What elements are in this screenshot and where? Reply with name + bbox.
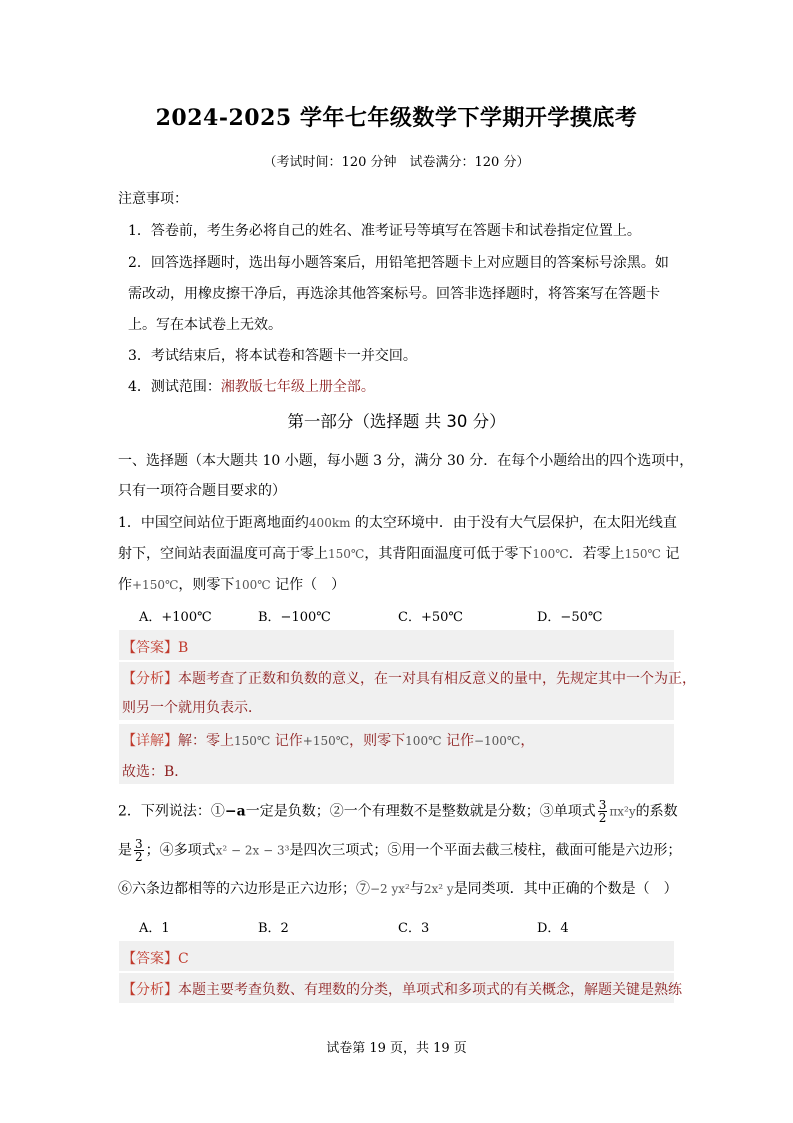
q2-option-c: C．3 [398, 921, 430, 936]
q2-math: 2x² y [423, 882, 454, 896]
q1-analysis-line-2: 则另一个就用负表示． [122, 700, 262, 716]
fraction-denominator: 2 [135, 850, 143, 864]
analysis-label: 【分析】 [122, 671, 178, 687]
fraction-numerator: 3 [135, 837, 143, 851]
q2-text: 的系数 [635, 803, 678, 820]
q1-analysis-line-1 [122, 668, 696, 688]
q1-text: 作 [118, 577, 132, 593]
q2-line-1 [118, 799, 678, 824]
q1-math: 400km [308, 516, 351, 530]
q1-option-c: C．+50℃ [398, 610, 463, 625]
q1-math: +150℃ [132, 578, 179, 592]
q2-math: −a [224, 803, 246, 820]
q2-math: x² − 2x − 3³ [215, 843, 290, 858]
note-item-2-line-2: 需改动，用橡皮擦干净后，再选涂其他答案标号。回答非选择题时，将答案写在答题卡 [128, 286, 660, 302]
q1-option-d: D．−50℃ [537, 610, 603, 625]
analysis-label: 【分析】 [122, 982, 178, 998]
exam-info: （考试时间：120 分钟 试卷满分：120 分） [263, 155, 530, 170]
q1-math: 100℃ [532, 547, 569, 561]
q1-line-1 [118, 512, 677, 532]
detail-text: ，则零下 [349, 733, 406, 749]
q2-text: ；④多项式 [145, 842, 216, 859]
q1-option-b: B．−100℃ [258, 610, 331, 625]
note-item-4 [128, 376, 375, 396]
q2-text: 与 [409, 881, 424, 897]
note-item-2-line-3: 上。写在本试卷上无效。 [128, 317, 282, 333]
q2-text: 是 [118, 842, 132, 859]
detail-text: 解：零上 [178, 733, 234, 749]
q2-math: πx²y [609, 804, 636, 819]
q1-line-2 [118, 543, 679, 563]
detail-math: +150℃ [302, 734, 350, 748]
q2-answer-box [119, 941, 674, 971]
answer-label: 【答案】 [122, 640, 178, 656]
q1-answer [122, 637, 188, 657]
q2-option-b: B．2 [258, 921, 289, 936]
q1-text: ，则零下 [178, 577, 235, 593]
q1-text: 记 [660, 546, 680, 562]
q1-text: 的太空环境中．由于没有大气层保护，在太阳光线直 [350, 515, 677, 531]
detail-math: 150℃ [234, 734, 271, 748]
q1-conclusion: 故选：B． [122, 764, 189, 780]
note-item-4-prefix: 4．测试范围： [128, 379, 221, 395]
q2-line-2 [118, 838, 681, 863]
note-item-4-scope: 湘教版七年级上册全部。 [220, 379, 375, 395]
fraction-numerator: 3 [598, 798, 607, 812]
q1-math: 100℃ [234, 578, 271, 592]
q1-line-3 [118, 574, 345, 594]
q2-fraction-1 [598, 799, 608, 824]
answer-label: 【答案】 [122, 951, 178, 967]
section-intro-line-2: 只有一项符合题目要求的） [118, 483, 286, 499]
q2-line-3 [118, 878, 678, 898]
q1-math: 150℃ [328, 547, 365, 561]
q2-analysis-line-1 [122, 979, 682, 999]
detail-math: 100℃ [405, 734, 442, 748]
q2-text: 一定是负数；②一个有理数不是整数就是分数；③单项式 [245, 803, 596, 820]
q1-answer-box [119, 630, 674, 660]
notes-heading: 注意事项： [118, 191, 188, 207]
q2-math: −2 yx² [370, 882, 410, 896]
q1-text: 射下，空间站表面温度可高于零上 [118, 546, 328, 562]
q2-text: 是四次三项式；⑤用一个平面去截三棱柱，截面可能是六边形； [289, 842, 682, 859]
analysis-text: 本题考查了正数和负数的意义，在一对具有相反意义的量中，先规定其中一个为正， [178, 671, 696, 687]
q2-fraction-2 [134, 838, 144, 863]
q2-text: ⑥六条边都相等的六边形是正六边形；⑦ [118, 881, 370, 897]
document-title: 2024-2025 学年七年级数学下学期开学摸底考 [155, 105, 638, 131]
note-item-1: 1．答卷前，考生务必将自己的姓名、准考证号等填写在答题卡和试卷指定位置上。 [128, 223, 641, 239]
q2-option-d: D．4 [537, 921, 569, 936]
q1-text: ，其背阳面温度可低于零下 [364, 546, 533, 562]
detail-text: 记作 [270, 733, 303, 749]
note-item-3: 3．考试结束后，将本试卷和答题卡一并交回。 [128, 348, 417, 364]
q2-text: 2．下列说法：① [118, 803, 225, 820]
answer-value: B [178, 640, 189, 656]
q2-option-a: A．1 [139, 921, 170, 936]
q1-option-a: A．+100℃ [139, 610, 212, 625]
detail-math: −100℃ [473, 734, 521, 748]
section-intro-line-1: 一、选择题（本大题共 10 小题，每小题 3 分，满分 30 分．在每个小题给出的四个选项中， [118, 453, 694, 469]
q1-text: 记作（ ） [270, 577, 346, 593]
fraction-denominator: 2 [598, 811, 607, 825]
page-footer: 试卷第 19 页，共 19 页 [326, 1041, 467, 1056]
q2-answer [122, 948, 189, 968]
q2-text: 是同类项．其中正确的个数是（ ） [453, 881, 678, 897]
q1-detail-line [122, 730, 534, 750]
q1-text: ．若零上 [568, 546, 625, 562]
answer-value: C [178, 951, 189, 967]
q1-math: 150℃ [624, 547, 661, 561]
detail-text: ， [520, 733, 535, 749]
q1-text: 1．中国空间站位于距离地面约 [118, 515, 309, 531]
note-item-2-line-1: 2．回答选择题时，选出每小题答案后，用铅笔把答题卡上对应题目的答案标号涂黑。如 [128, 255, 669, 271]
detail-label: 【详解】 [122, 733, 178, 749]
analysis-text: 本题主要考查负数、有理数的分类，单项式和多项式的有关概念，解题关键是熟练 [178, 982, 682, 998]
detail-text: 记作 [441, 733, 474, 749]
section-title: 第一部分（选择题 共 30 分） [287, 412, 506, 431]
